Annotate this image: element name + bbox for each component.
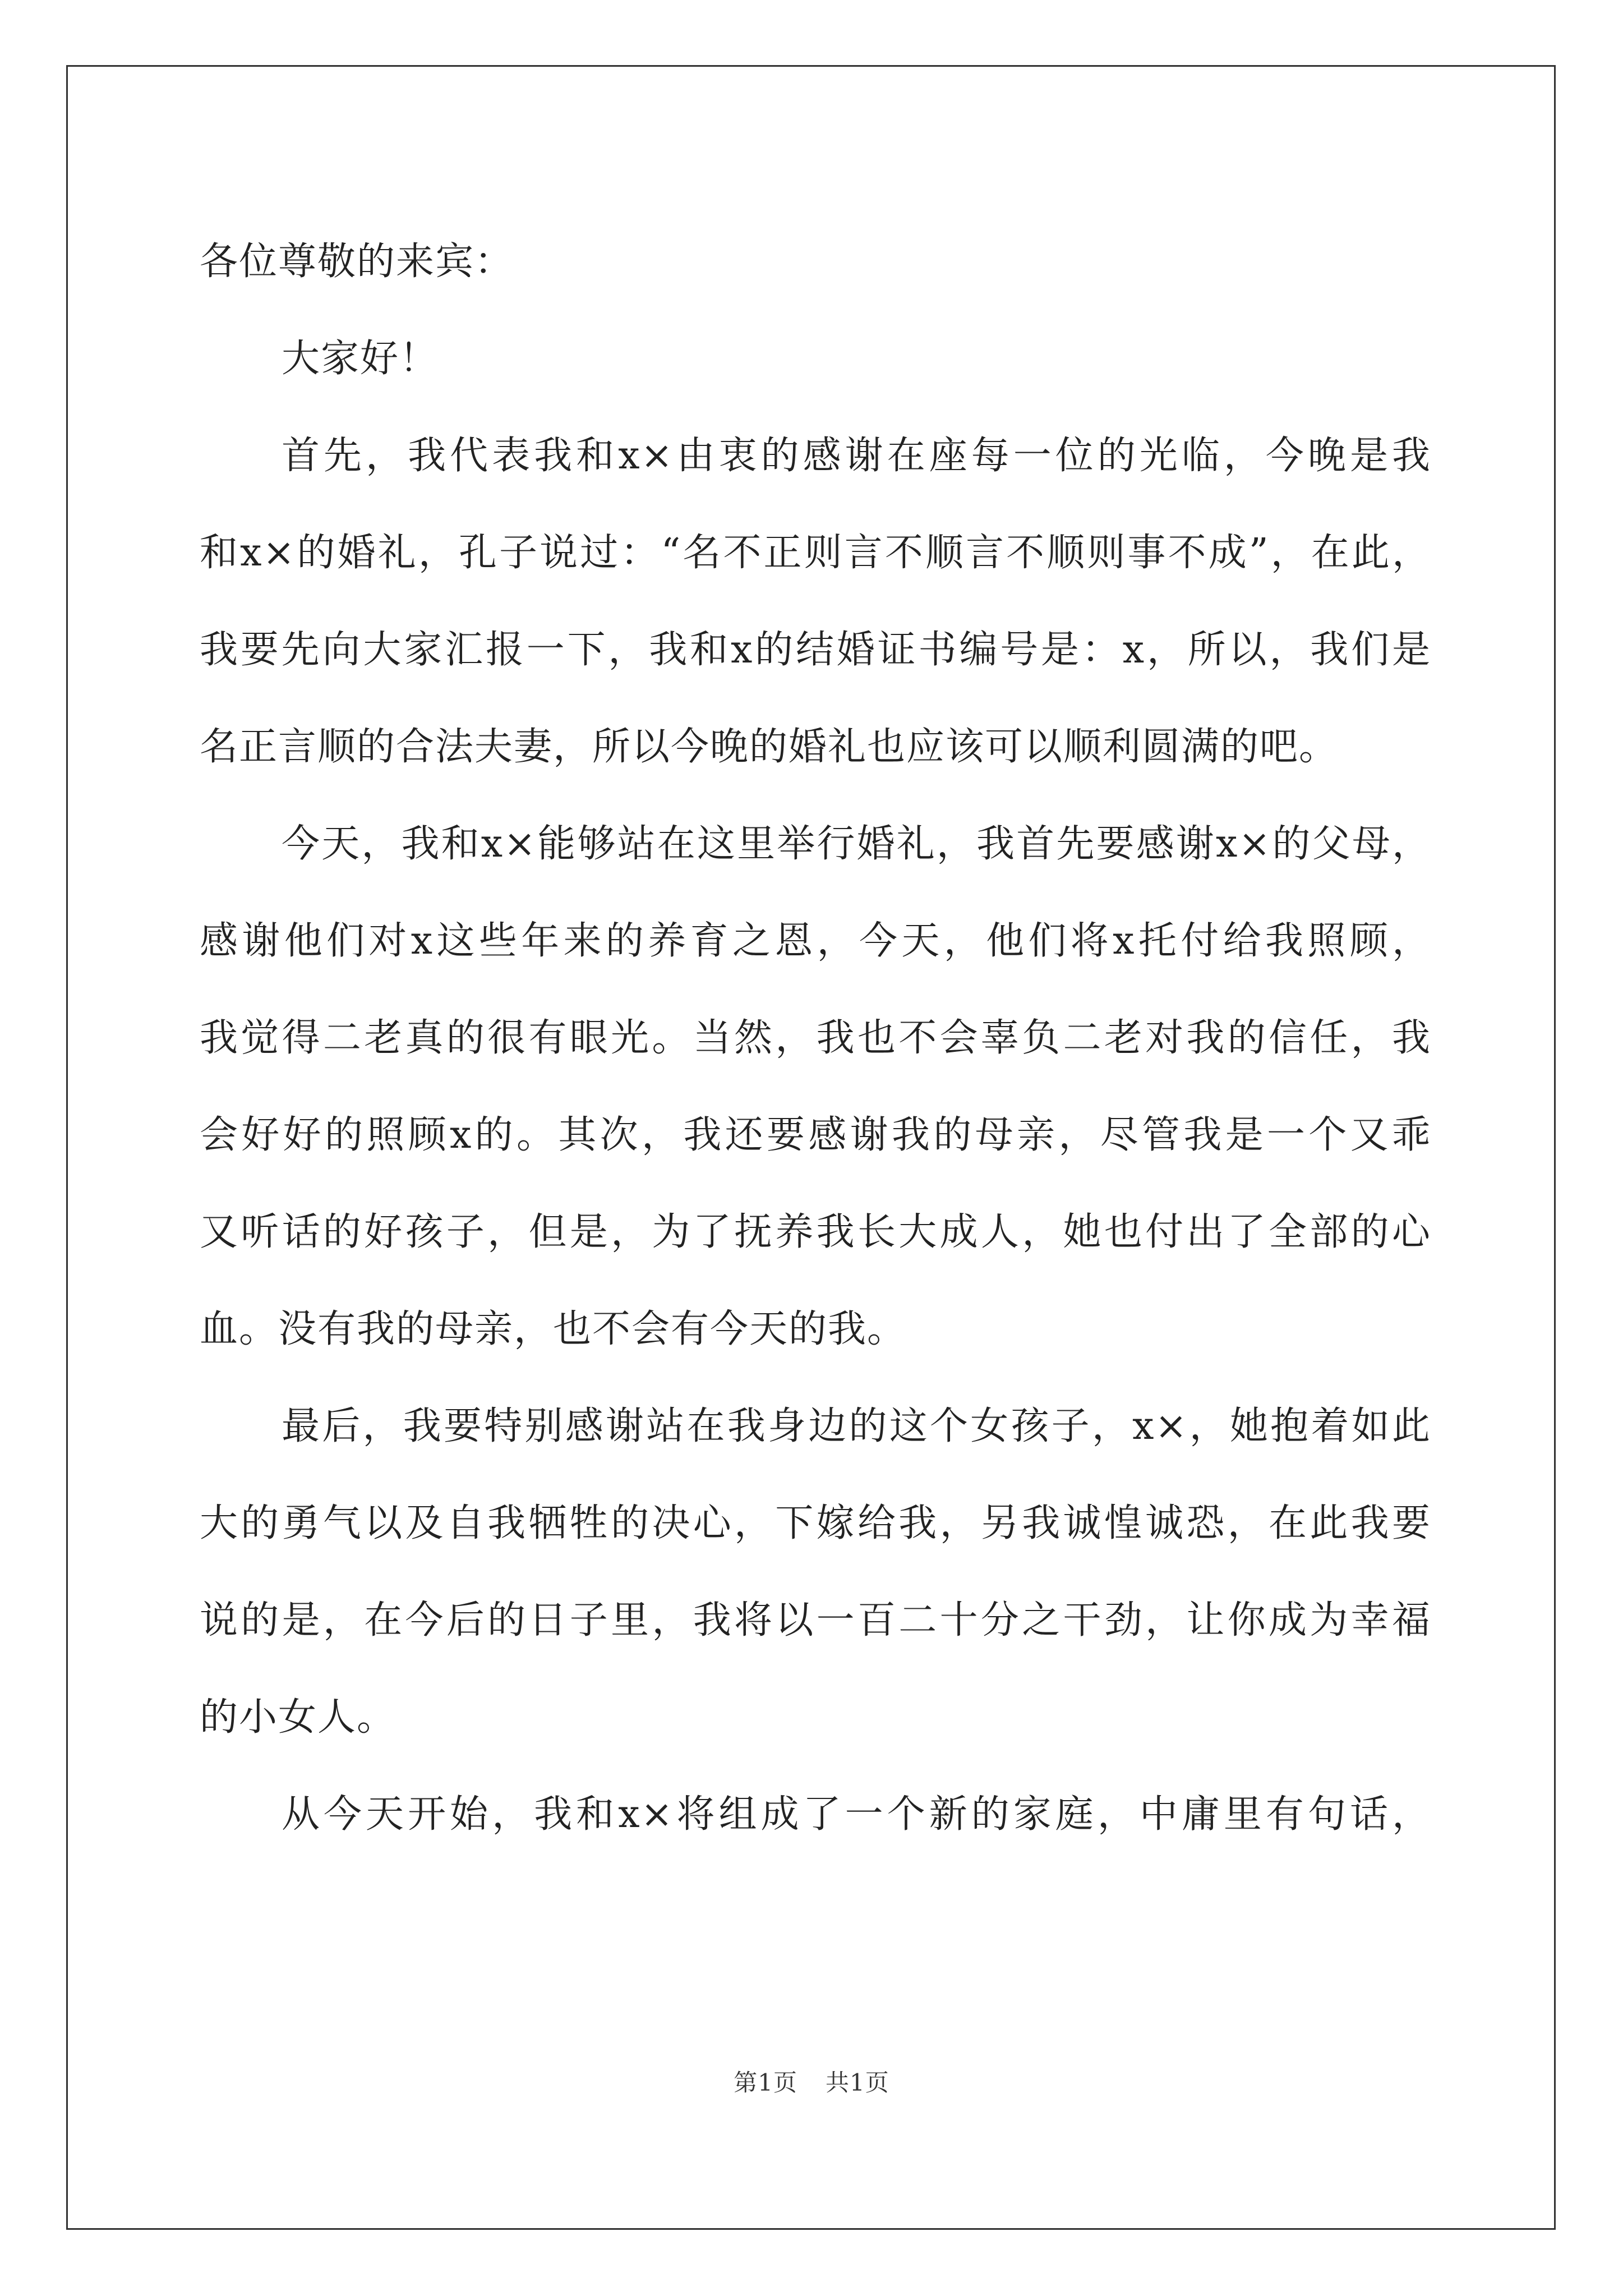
paragraph-lines (200, 407, 1431, 1863)
salutation: 各位尊敬的来宾： (200, 240, 514, 284)
text-line: 感谢他们对x这些年来的养育之恩，今天，他们将x托付给我照顾， (200, 919, 1431, 963)
text-line: 我要先向大家汇报一下，我和x的结婚证书编号是：x，所以，我们是 (200, 628, 1431, 672)
text-line: 血。没有我的母亲，也不会有今天的我。 (200, 1307, 907, 1351)
text-line: 今天，我和x×能够站在这里举行婚礼，我首先要感谢x×的父母， (282, 822, 1431, 866)
greeting: 大家好！ (282, 337, 439, 381)
page-footer (0, 2064, 1623, 2098)
text-line: 又听话的好孩子，但是，为了抚养我长大成人，她也付出了全部的心 (200, 1210, 1431, 1254)
text-line: 大的勇气以及自我牺牲的决心，下嫁给我，另我诚惶诚恐，在此我要 (200, 1501, 1431, 1545)
document-body (200, 213, 1431, 1863)
text-line: 我觉得二老真的很有眼光。当然，我也不会辜负二老对我的信任，我 (200, 1016, 1431, 1060)
text-line: 最后，我要特别感谢站在我身边的这个女孩子，x×，她抱着如此 (282, 1404, 1431, 1448)
text-line: 说的是，在今后的日子里，我将以一百二十分之干劲，让你成为幸福 (200, 1598, 1431, 1642)
text-line: 的小女人。 (200, 1695, 396, 1740)
text-line: 从今天开始，我和x×将组成了一个新的家庭，中庸里有句话， (282, 1792, 1431, 1837)
text-line: 首先，我代表我和x×由衷的感谢在座每一位的光临，今晚是我 (282, 434, 1431, 478)
page-total: 共1页 (826, 2069, 889, 2096)
page-number: 第1页 (734, 2069, 797, 2096)
text-line: 和x×的婚礼，孔子说过：“名不正则言不顺言不顺则事不成”，在此， (200, 531, 1431, 575)
text-line: 会好好的照顾x的。其次，我还要感谢我的母亲，尽管我是一个又乖 (200, 1113, 1431, 1157)
text-line: 名正言顺的合法夫妻，所以今晚的婚礼也应该可以顺利圆满的吧。 (200, 725, 1339, 769)
